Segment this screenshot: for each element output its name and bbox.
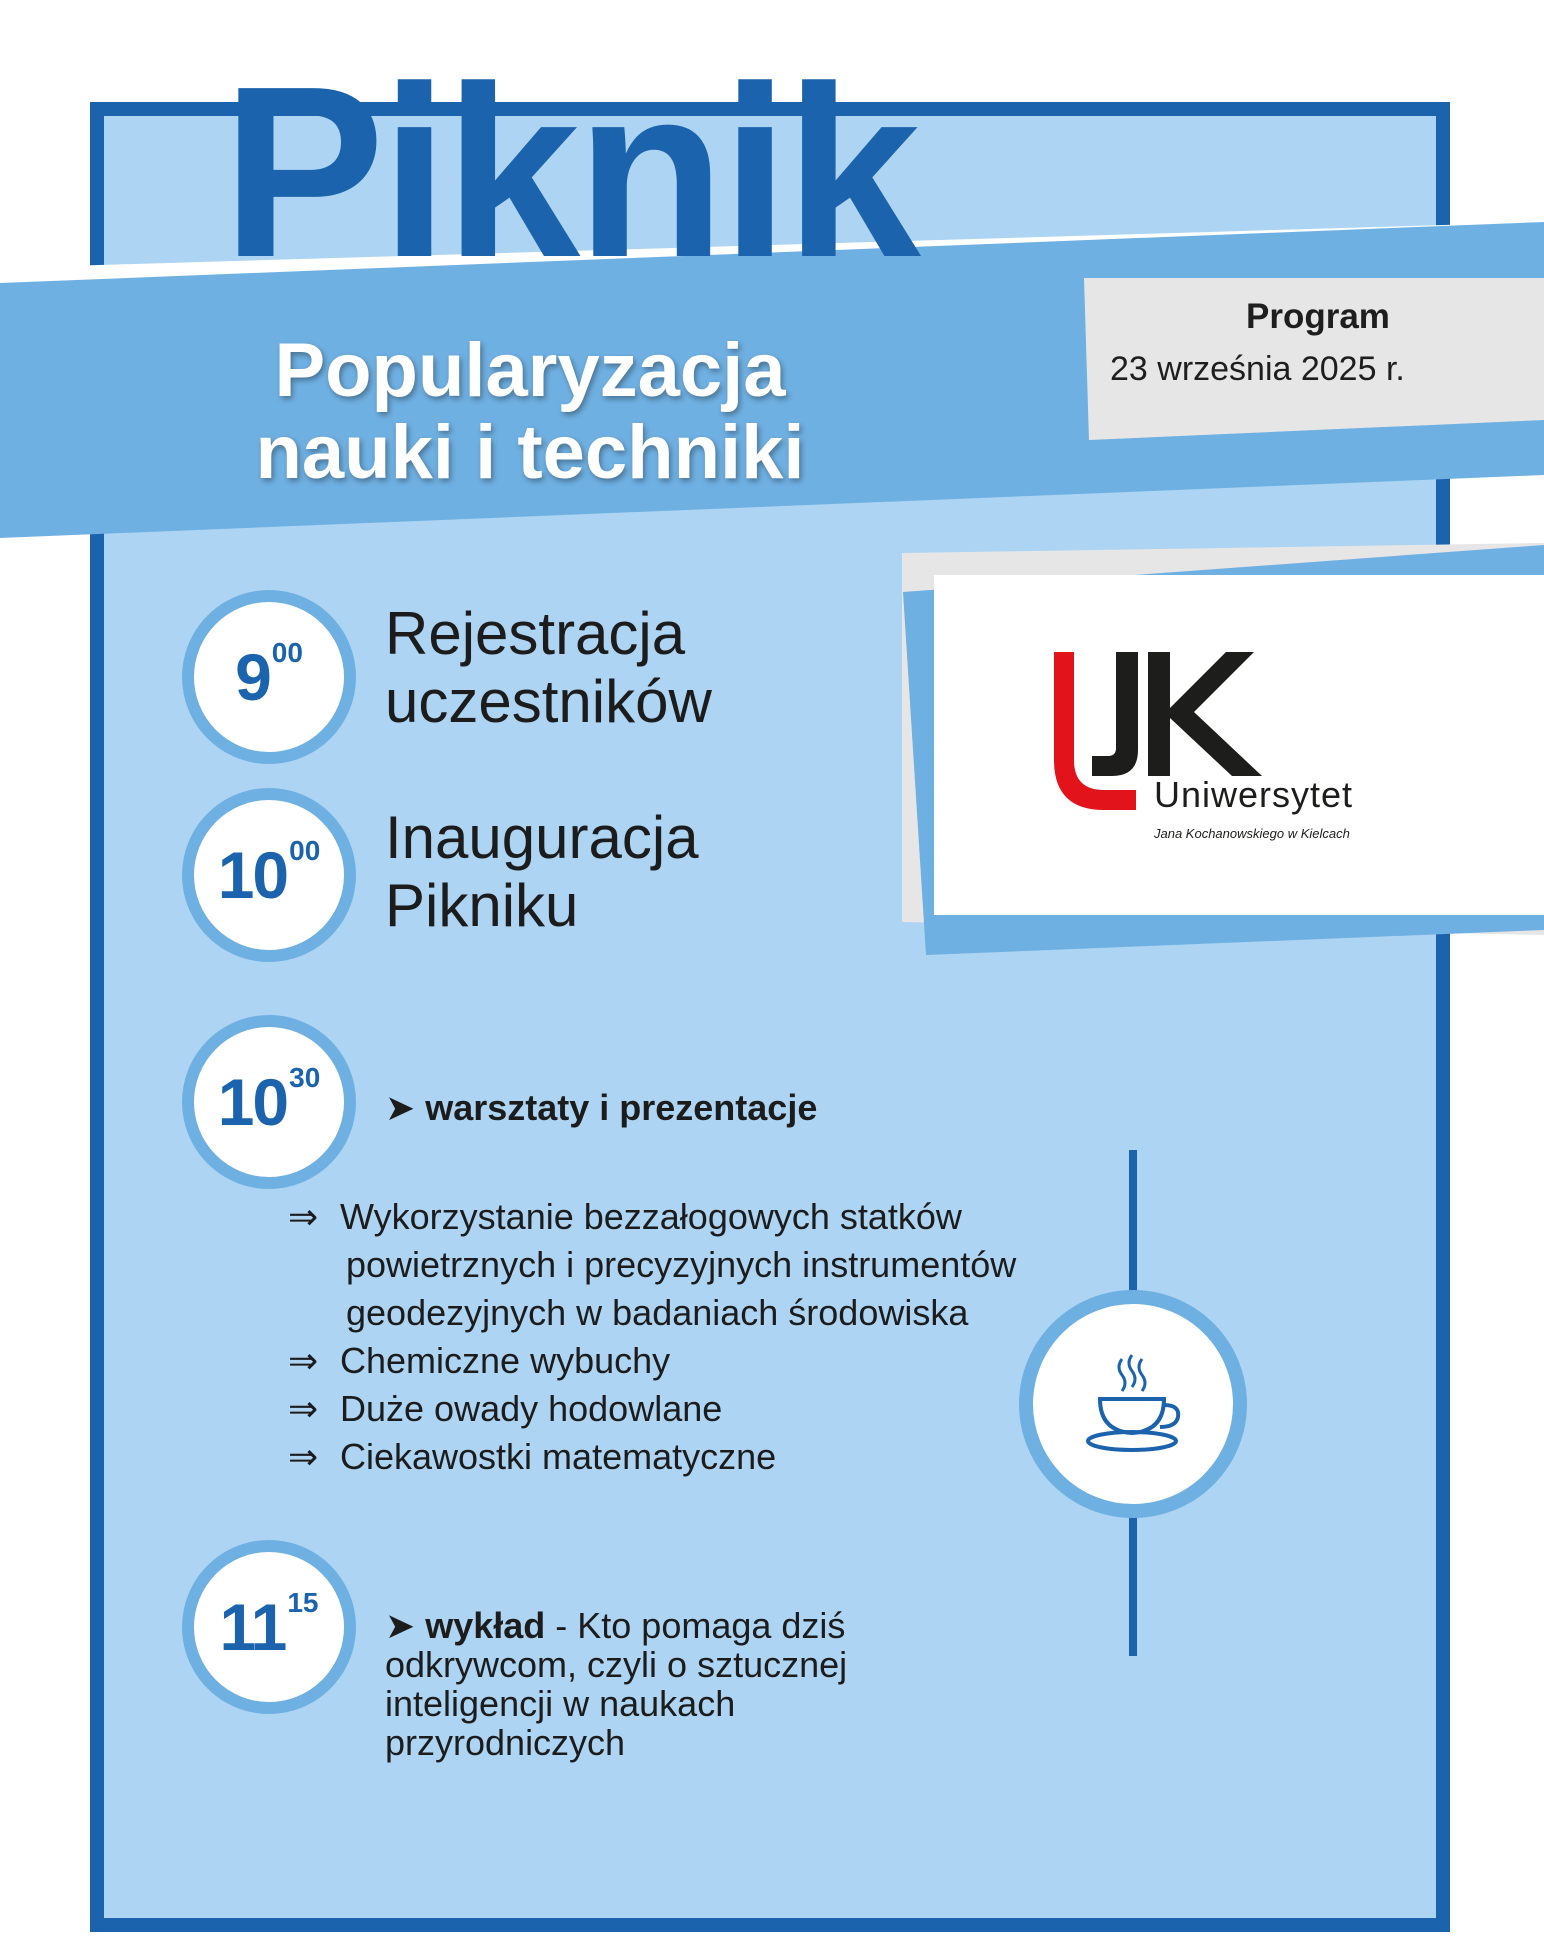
lecture-title: wykład: [425, 1605, 546, 1646]
ujk-logo-mark: [1046, 650, 1406, 850]
time-hour: 10: [217, 838, 288, 912]
time-minutes: 15: [287, 1587, 319, 1618]
list-item-text: Wykorzystanie bezzałogowych statków: [340, 1196, 962, 1237]
time-circle-10-30: [182, 1015, 356, 1189]
lecture-line: przyrodniczych: [385, 1722, 626, 1763]
lecture-text: - Kto pomaga dziś: [555, 1605, 846, 1646]
lecture-line: [385, 1606, 985, 1645]
logo-name: Uniwersytet: [1154, 774, 1354, 815]
time-label: [220, 1589, 319, 1665]
time-circle-10-00: [182, 788, 356, 962]
list-item-text: Chemiczne wybuchy: [340, 1340, 671, 1381]
slot-title-line: uczestników: [385, 668, 712, 735]
time-hour: 9: [235, 640, 270, 714]
workshops-title: warsztaty i prezentacje: [425, 1087, 818, 1128]
subtitle-line-2: nauki i techniki: [255, 410, 805, 495]
coffee-cup-icon: [1078, 1349, 1188, 1459]
time-hour: 10: [217, 1065, 288, 1139]
slot-title-line: Rejestracja: [385, 600, 686, 667]
lecture-line: odkrywcom, czyli o sztucznej: [385, 1644, 848, 1685]
arrow-icon: ➤: [385, 1605, 416, 1646]
time-minutes: 00: [289, 835, 321, 866]
list-item-continuation: powietrznych i precyzyjnych instrumentów: [346, 1244, 1017, 1285]
list-item-text: Ciekawostki matematyczne: [340, 1436, 777, 1477]
list-item: [288, 1433, 1016, 1481]
lecture-line: inteligencji w naukach: [385, 1683, 736, 1724]
time-minutes: 30: [289, 1062, 321, 1093]
arrow-icon: ➤: [385, 1087, 416, 1128]
time-circle-11-15: [182, 1540, 356, 1714]
subtitle: [0, 330, 1060, 494]
time-hour: 11: [219, 1590, 286, 1664]
time-circle-9-00: [182, 590, 356, 764]
lecture-description: [385, 1606, 985, 1762]
workshop-list: [288, 1193, 1016, 1481]
page-title: Piknik: [222, 35, 917, 308]
slot-title-line: Inauguracja: [385, 804, 699, 871]
double-arrow-icon: ⇒: [288, 1340, 319, 1381]
slot-title-inauguration: [385, 804, 699, 940]
list-item: [288, 1193, 1016, 1241]
time-minutes: 00: [271, 637, 303, 668]
time-label: [218, 837, 321, 913]
coffee-break-circle: [1019, 1290, 1247, 1518]
double-arrow-icon: ⇒: [288, 1388, 319, 1429]
program-date: 23 września 2025 r.: [1110, 350, 1405, 388]
workshops-heading: [385, 1087, 817, 1129]
list-item-continuation: geodezyjnych w badaniach środowiska: [346, 1292, 969, 1333]
subtitle-line-1: Popularyzacja: [274, 328, 786, 413]
list-item-text: Duże owady hodowlane: [340, 1388, 723, 1429]
list-item: [288, 1337, 1016, 1385]
slot-title-line: Pikniku: [385, 872, 579, 939]
double-arrow-icon: ⇒: [288, 1196, 319, 1237]
logo-subname: Jana Kochanowskiego w Kielcach: [1154, 826, 1350, 841]
university-logo: [1046, 650, 1406, 850]
logo-black-j: [1092, 652, 1138, 776]
double-arrow-icon: ⇒: [288, 1436, 319, 1477]
program-label: Program: [1246, 297, 1390, 336]
slot-title-registration: [385, 600, 712, 736]
list-item: [288, 1385, 1016, 1433]
time-label: [235, 639, 303, 715]
logo-black-k: [1148, 652, 1262, 776]
time-label: [218, 1064, 321, 1140]
